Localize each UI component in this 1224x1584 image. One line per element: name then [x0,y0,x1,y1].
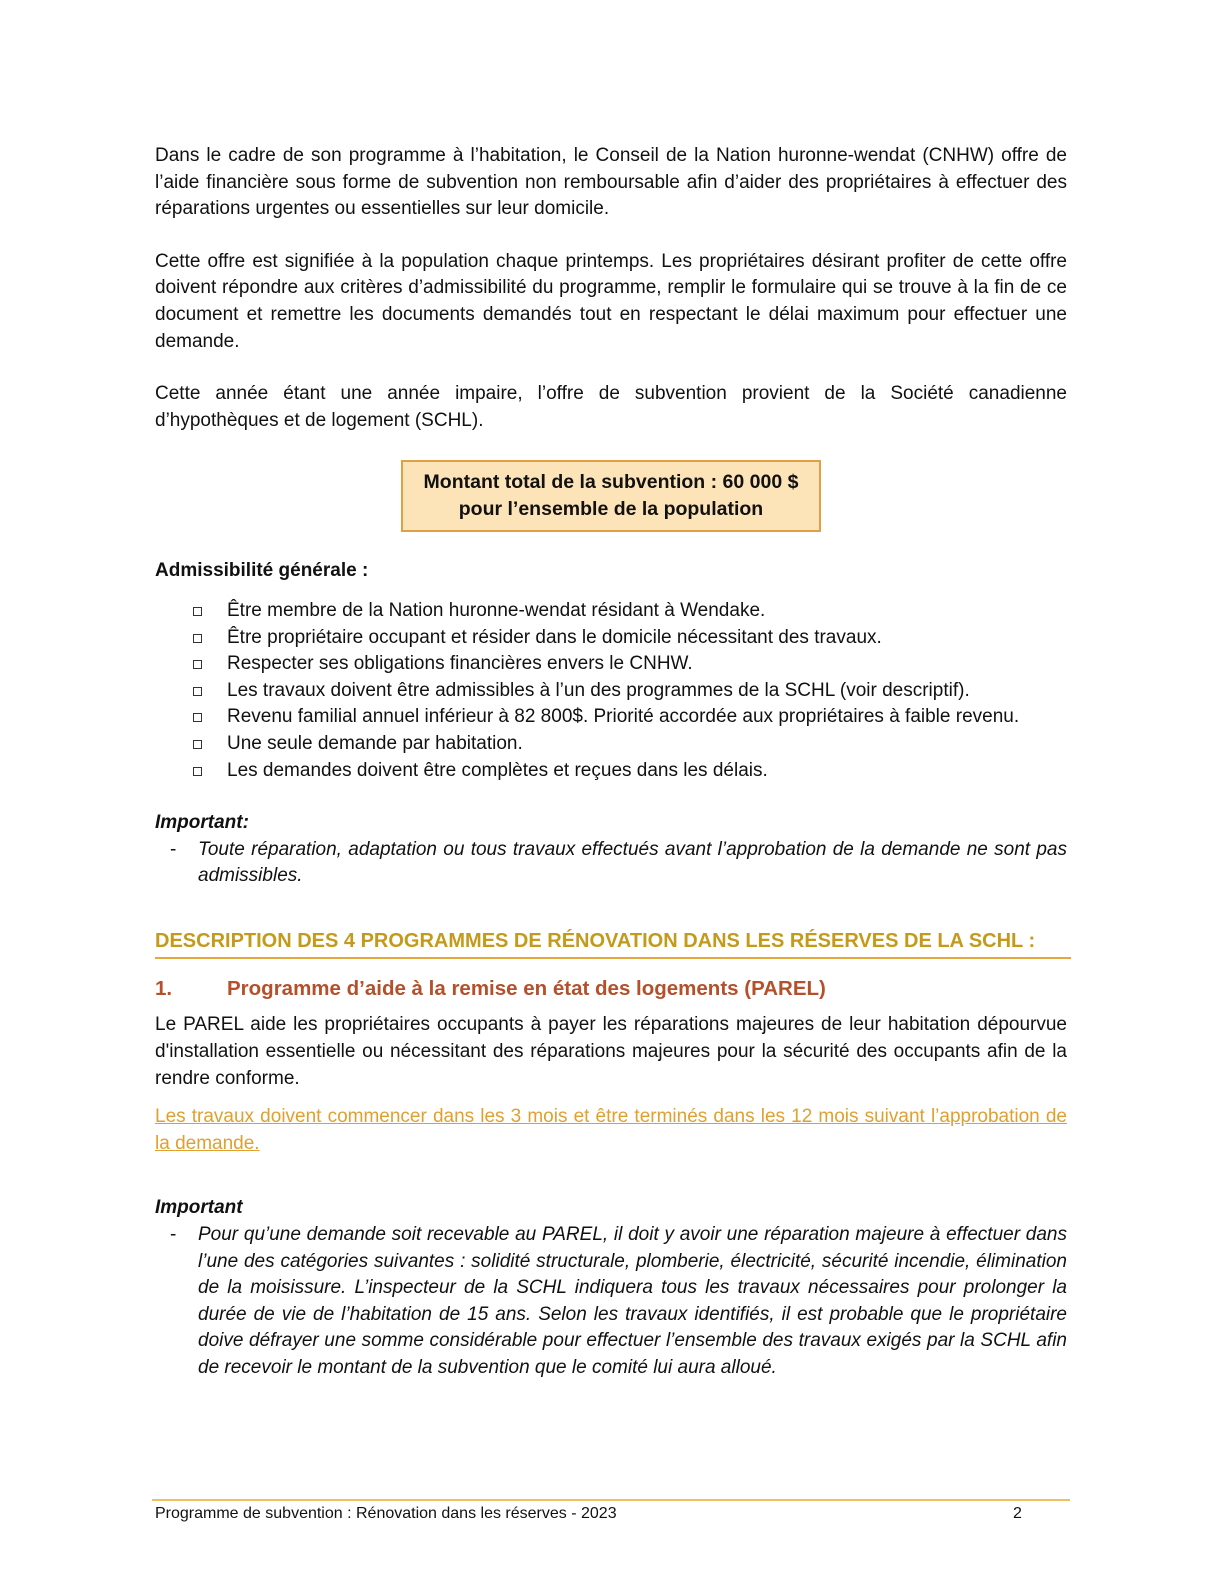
important-note-2-text: Pour qu’une demande soit recevable au PAREL, il doit y avoir une réparation majeure à effectuer dans l’une des catégories suivantes : solidité structurale, plomberie, électricité, sécurité incendie, élimination de la moisissure. L’inspecteur de la SCHL indiquera tous les travaux nécessaires pour prolonger la durée de vie de l’habitation de 15 ans. Selon les travaux identifiés, il est probable que le propriétaire doive défrayer une somme considérable pour effectuer l’ensemble des travaux exigés par la SCHL afin de recevoir le montant de la subvention que le comité lui aura alloué. [198,1224,1067,1378]
footer-title: Programme de subvention : Rénovation dans les réserves - 2023 [155,1505,617,1522]
important-note [155,837,1067,890]
intro-paragraph-2: Cette offre est signifiée à la population chaque printemps. Les propriétaires désirant profiter de cette offre doivent répondre aux critères d’admissibilité du programme, remplir le formulaire qui se trouve à la fin de ce document et remettre les documents demandés tout en respectant le délai maximum pour effectuer une demande. [155,250,1067,352]
intro-paragraph-3: Cette année étant une année impaire, l’offre de subvention provient de la Société canadienne d’hypothèques et de logement (SCHL). [155,383,1067,431]
checklist-item-text: Être propriétaire occupant et résider dans le domicile nécessitant des travaux. [227,626,882,648]
checklist-item-text: Respecter ses obligations financières envers le CNHW. [227,653,693,675]
important-note-text: Toute réparation, adaptation ou tous travaux effectués avant l’approbation de la demande ne sont pas admissibles. [198,838,1067,887]
checklist-item-text: Revenu familial annuel inférieur à 82 800$. Priorité accordée aux propriétaires à faible revenu. [227,706,1020,728]
checkbox-icon [193,687,202,696]
checklist-item [155,598,1067,625]
page-number: 2 [1013,1505,1022,1522]
checkbox-icon [193,740,202,749]
important-label: Important: [155,812,249,834]
important-label-2: Important [155,1197,243,1219]
important-note-2 [155,1222,1067,1382]
checklist-item [155,758,1067,785]
checklist-item [155,625,1067,652]
checklist-item [155,731,1067,758]
program-name: Programme d’aide à la remise en état des logements (PAREL) [227,977,826,1001]
checkbox-icon [193,767,202,776]
deadline-link[interactable]: Les travaux doivent commencer dans les 3 mois et être terminés dans les 12 mois suivant l’approbation de la demande. [155,1106,1067,1154]
intro-paragraph-1: Dans le cadre de son programme à l’habitation, le Conseil de la Nation huronne-wendat (CNHW) offre de l’aide financière sous forme de subvention non remboursable afin d’aider des propriétaires à effectuer des réparations urgentes ou essentielles sur leur domicile. [155,145,1067,220]
subsidy-amount-callout [401,460,821,532]
dash-bullet: - [170,1224,177,1246]
checklist-item [155,651,1067,678]
program-subtitle [155,974,1067,1004]
eligibility-heading: Admissibilité générale : [155,560,369,582]
checkbox-icon [193,634,202,643]
callout-line-2: pour l’ensemble de la population [458,498,764,521]
program-description: Le PAREL aide les propriétaires occupants à payer les réparations majeures de leur habitation dépourvue d'installation essentielle ou nécessitant des réparations majeures pour la sécurité des occupants afin de la rendre conforme. [155,1014,1067,1089]
checkbox-icon [193,607,202,616]
checklist-item-text: Une seule demande par habitation. [227,732,523,754]
document-body [155,143,1067,1382]
footer-divider [152,1499,1070,1501]
eligibility-checklist [155,598,1067,784]
checklist-item-text: Être membre de la Nation huronne-wendat résidant à Wendake. [227,599,766,621]
checklist-item [155,704,1067,731]
dash-bullet: - [170,838,177,860]
checkbox-icon [193,660,202,669]
section-title: DESCRIPTION DES 4 PROGRAMMES DE RÉNOVATION DANS LES RÉSERVES DE LA SCHL : [155,928,1071,960]
checklist-item [155,678,1067,705]
checkbox-icon [193,713,202,722]
checklist-item-text: Les demandes doivent être complètes et reçues dans les délais. [227,759,768,781]
checklist-item-text: Les travaux doivent être admissibles à l’un des programmes de la SCHL (voir descriptif). [227,679,970,701]
callout-line-1: Montant total de la subvention : 60 000 $ [423,471,799,494]
program-number: 1. [155,977,173,1001]
